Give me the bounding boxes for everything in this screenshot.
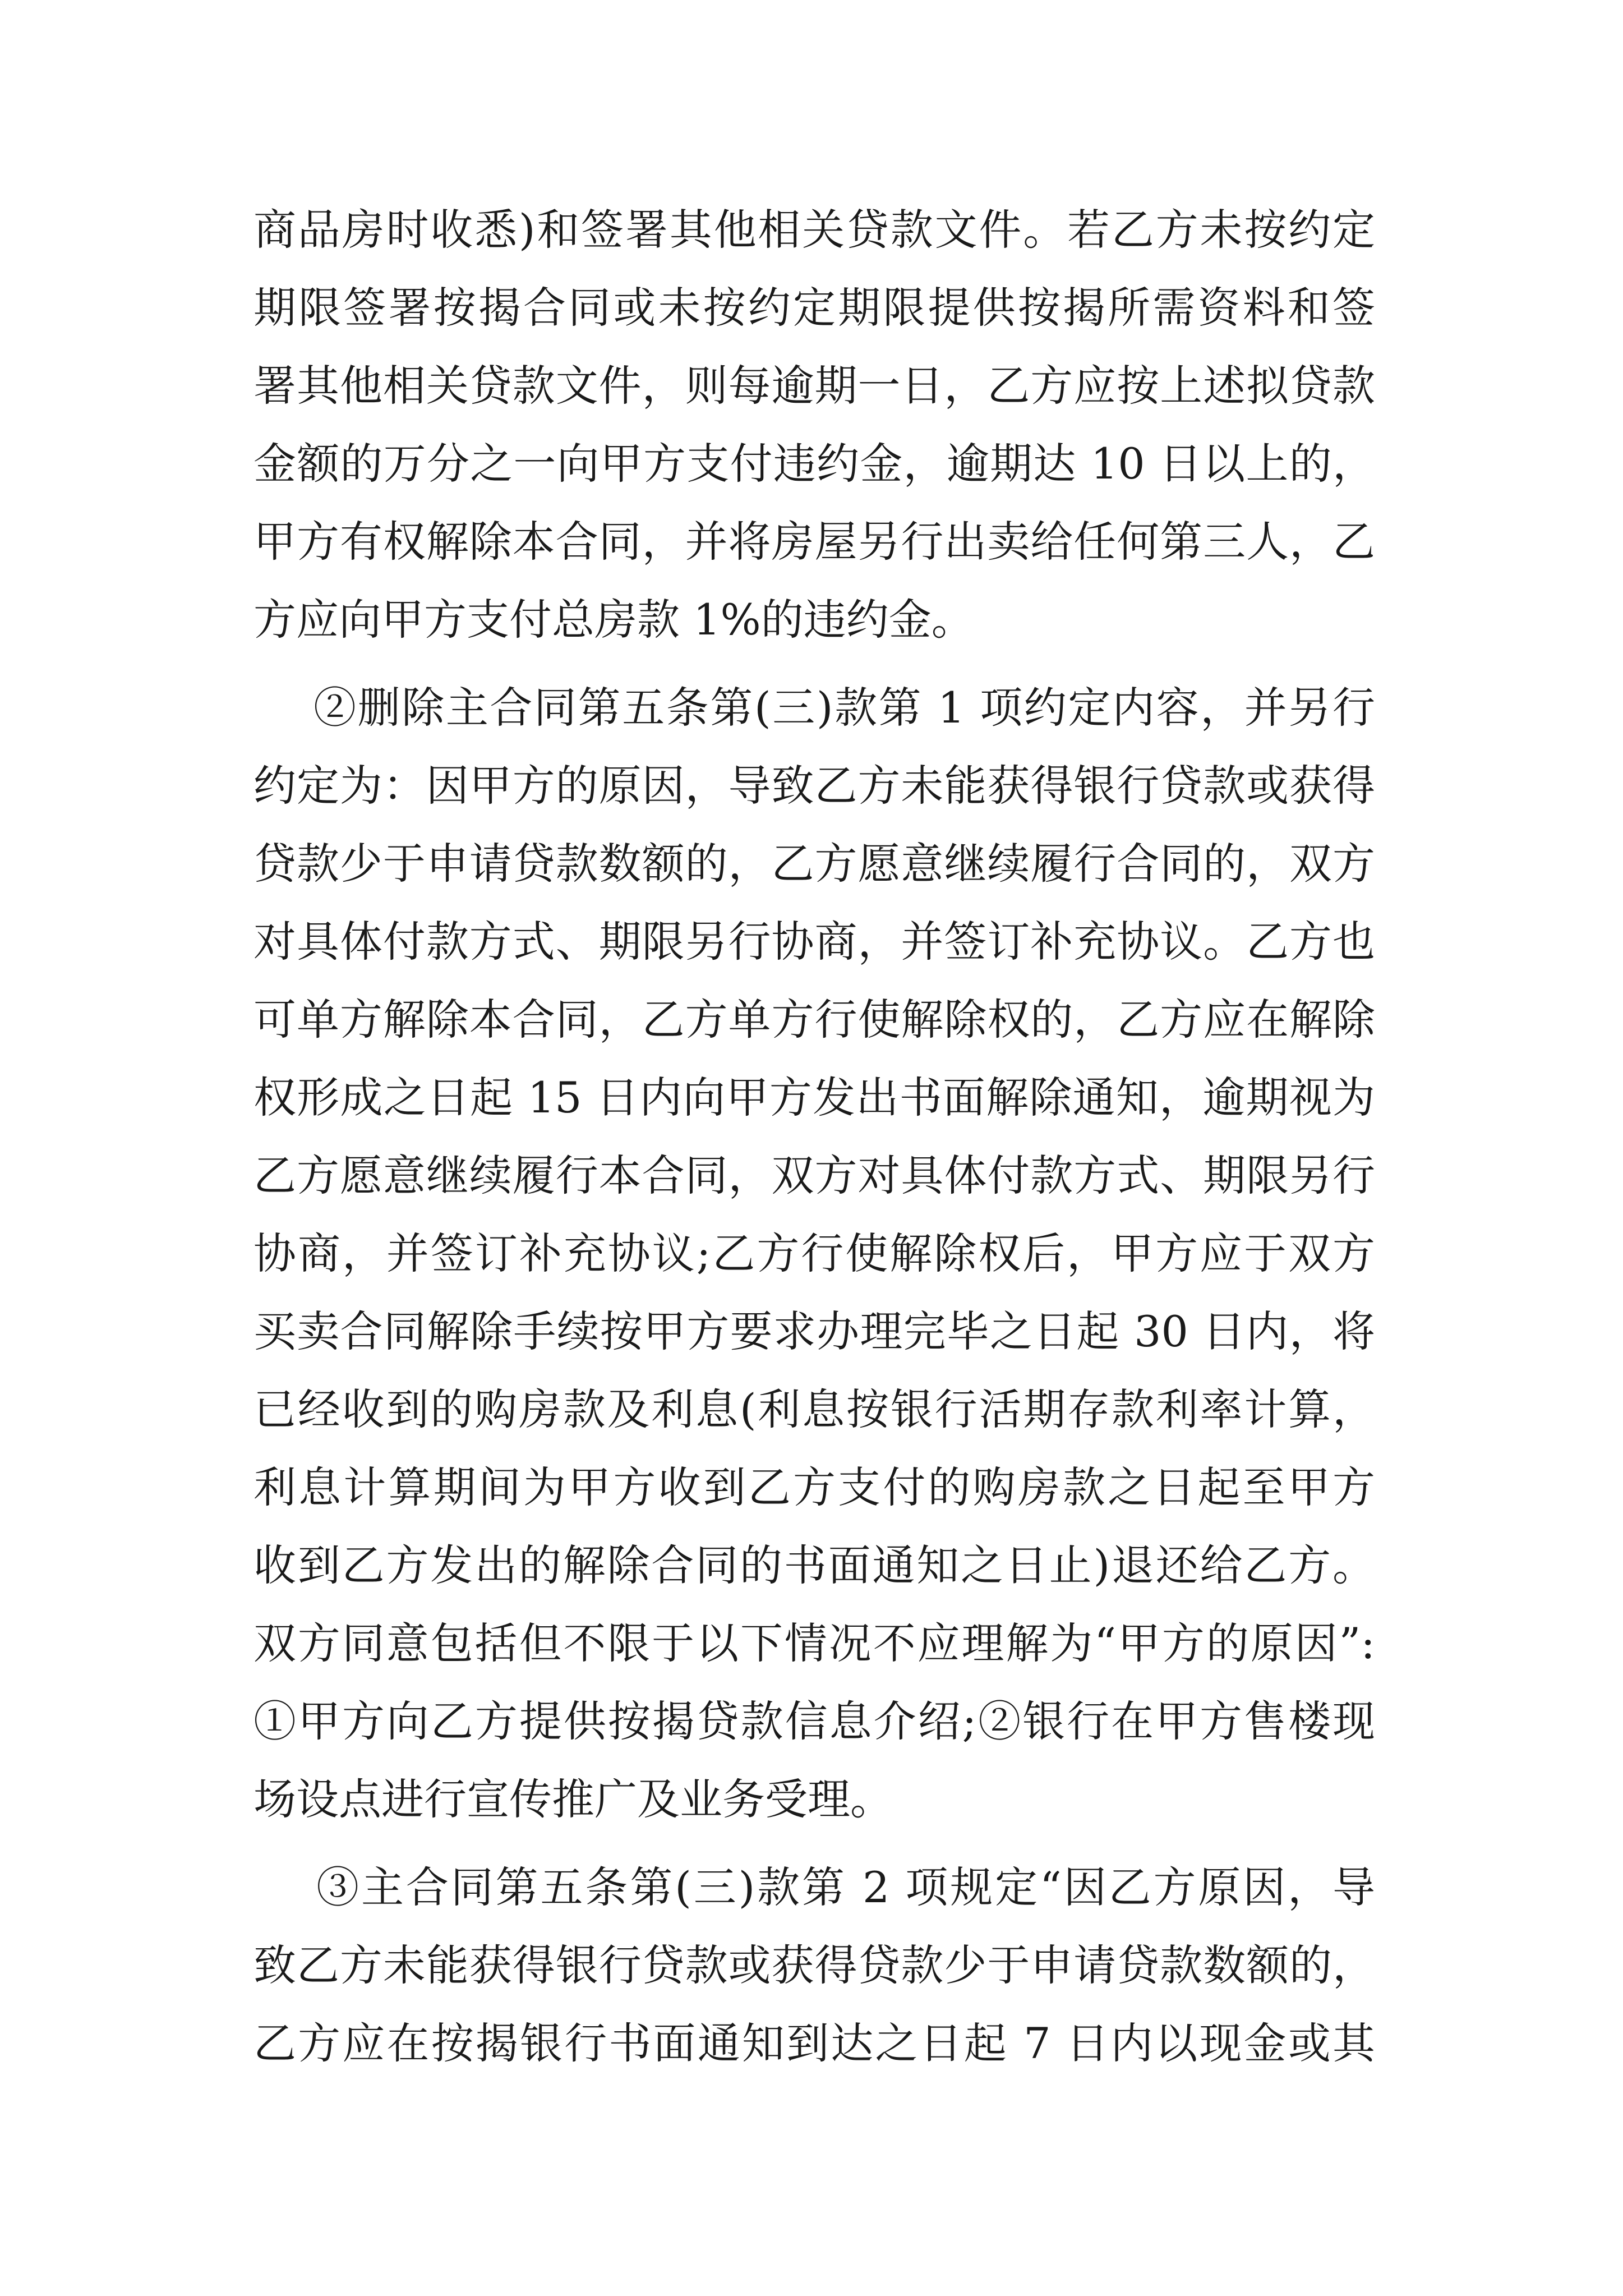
paragraph-gap <box>253 1838 1375 1848</box>
text-line: 约定为：因甲方的原因，导致乙方未能获得银行贷款或获得 <box>253 761 1375 811</box>
paragraph-1 <box>253 191 1375 659</box>
text-line: 协商，并签订补充协议;乙方行使解除权后，甲方应于双方 <box>253 1228 1375 1278</box>
text-line: 金额的万分之一向甲方支付违约金，逾期达 10 日以上的， <box>253 439 1375 489</box>
text-line: 收到乙方发出的解除合同的书面通知之日止)退还给乙方。 <box>253 1540 1375 1590</box>
text-line: 已经收到的购房款及利息(利息按银行活期存款利率计算， <box>253 1384 1375 1434</box>
text-line: 双方同意包括但不限于以下情况不应理解为“甲方的原因”: <box>253 1618 1375 1668</box>
paragraph-3 <box>253 1848 1375 2082</box>
text-line: 权形成之日起 15 日内向甲方发出书面解除通知，逾期视为 <box>253 1073 1375 1122</box>
text-line: 利息计算期间为甲方收到乙方支付的购房款之日起至甲方 <box>253 1462 1375 1512</box>
text-line: 署其他相关贷款文件，则每逾期一日，乙方应按上述拟贷款 <box>253 361 1375 411</box>
text-line: 买卖合同解除手续按甲方要求办理完毕之日起 30 日内，将 <box>253 1306 1375 1356</box>
text-line: 方应向甲方支付总房款 1%的违约金。 <box>253 595 974 645</box>
body-text <box>253 191 1375 2082</box>
text-line: ③主合同第五条第(三)款第 2 项规定“因乙方原因，导 <box>253 1862 1375 1912</box>
text-line: 乙方愿意继续履行本合同，双方对具体付款方式、期限另行 <box>253 1151 1375 1200</box>
text-line: ①甲方向乙方提供按揭贷款信息介绍;②银行在甲方售楼现 <box>253 1696 1375 1746</box>
text-line: 贷款少于申请贷款数额的，乙方愿意继续履行合同的，双方 <box>253 839 1375 889</box>
text-line: 可单方解除本合同，乙方单方行使解除权的，乙方应在解除 <box>253 995 1375 1045</box>
text-line: 对具体付款方式、期限另行协商，并签订补充协议。乙方也 <box>253 917 1375 967</box>
text-line: ②删除主合同第五条第(三)款第 1 项约定内容，并另行 <box>253 683 1375 733</box>
text-line: 乙方应在按揭银行书面通知到达之日起 7 日内以现金或其 <box>253 2018 1375 2068</box>
text-line: 商品房时收悉)和签署其他相关贷款文件。若乙方未按约定 <box>253 205 1375 255</box>
paragraph-2 <box>253 669 1375 1838</box>
text-line: 期限签署按揭合同或未按约定期限提供按揭所需资料和签 <box>253 283 1375 333</box>
text-line: 甲方有权解除本合同，并将房屋另行出卖给任何第三人，乙 <box>253 517 1375 567</box>
text-line: 致乙方未能获得银行贷款或获得贷款少于申请贷款数额的， <box>253 1940 1375 1990</box>
text-line: 场设点进行宣传推广及业务受理。 <box>253 1774 893 1824</box>
paragraph-gap <box>253 659 1375 669</box>
